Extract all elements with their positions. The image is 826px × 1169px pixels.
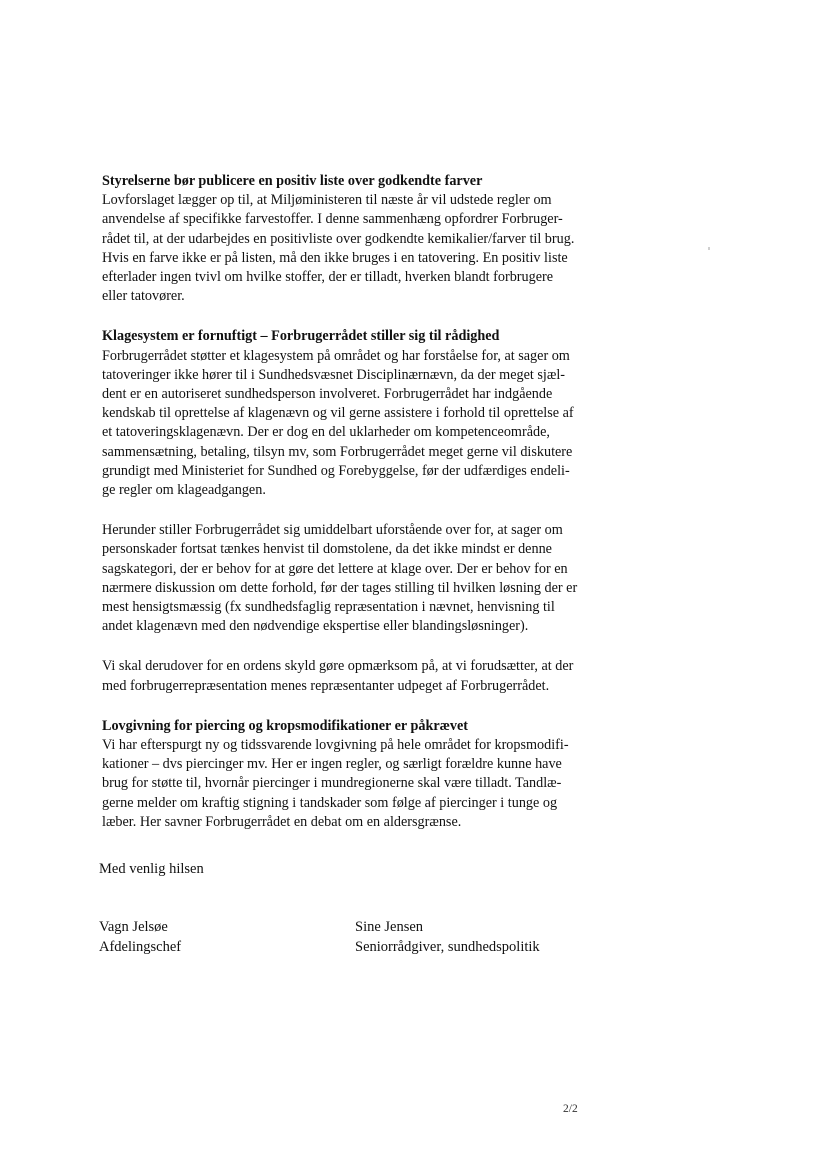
section-complaint-system <box>102 327 588 500</box>
signatory-title: Afdelingschef <box>99 939 182 955</box>
section-heading: Klagesystem er fornuftigt – Forbrugerrådet stiller sig til rådighed <box>102 328 500 345</box>
body-line: rådet til, at der udarbejdes en positivliste over godkendte kemikalier/farver til brug. <box>102 230 575 247</box>
body-line: Forbrugerrådet støtter et klagesystem på området og har forståelse for, at sager om <box>102 347 570 364</box>
body-line: gerne melder om kraftig stigning i tandskader som følge af piercinger i tunge og <box>102 794 558 811</box>
signatory-2 <box>355 917 540 957</box>
body-line: Vi skal derudover for en ordens skyld gøre opmærksom på, at vi forudsætter, at der <box>102 658 574 675</box>
body-line: anvendelse af specifikke farvestoffer. I denne sammenhæng opfordrer Forbruger- <box>102 211 563 228</box>
body-line: kendskab til oprettelse af klagenævn og vil gerne assistere i forhold til oprettelse af <box>102 405 574 422</box>
body-line: ge regler om klageadgangen. <box>102 482 266 499</box>
body-line: sagskategori, der er behov for at gøre det lettere at klage over. Der er behov for en <box>102 560 568 577</box>
body-line: Hvis en farve ikke er på listen, må den ikke bruges i en tatovering. En positiv liste <box>102 249 568 266</box>
body-line: andet klagenævn med den nødvendige ekspertise eller blandingsløsninger). <box>102 618 529 635</box>
body-line: mest hensigtsmæssig (fx sundhedsfaglig repræsentation i nævnet, henvisning til <box>102 599 555 616</box>
section-piercing-legislation <box>102 717 588 832</box>
body-line: eller tatovører. <box>102 288 185 305</box>
body-line: et tatoveringsklagenævn. Der er dog en del uklarheder om kompetenceområde, <box>102 424 550 441</box>
body-line: Herunder stiller Forbrugerrådet sig umiddelbart uforstående over for, at sager om <box>102 522 563 539</box>
section-heading: Lovgivning for piercing og kropsmodifikationer er påkrævet <box>102 717 469 734</box>
scan-speck <box>708 247 710 250</box>
body-line: dent er en autoriseret sundhedsperson involveret. Forbrugerrådet har indgående <box>102 386 553 403</box>
section-heading: Styrelserne bør publicere en positiv liste over godkendte farver <box>102 173 483 189</box>
body-line: Lovforslaget lægger op til, at Miljøministeren til næste år vil udstede regler om <box>102 192 552 209</box>
section-personal-injury <box>102 521 588 636</box>
signatory-title: Seniorrådgiver, sundhedspolitik <box>355 939 540 955</box>
body-line: sammensætning, betaling, tilsyn mv, som Forbrugerrådet meget gerne vil diskutere <box>102 443 573 460</box>
letter-body <box>102 172 588 853</box>
signatory-1 <box>99 917 181 957</box>
body-line: læber. Her savner Forbrugerrådet en debat om en aldersgrænse. <box>102 813 462 830</box>
signatory-name: Sine Jensen <box>355 919 424 935</box>
section-representation <box>102 657 588 695</box>
body-line: kationer – dvs piercinger mv. Her er ingen regler, og særligt forældre kunne have <box>102 756 562 773</box>
body-line: efterlader ingen tvivl om hvilke stoffer, der er tilladt, hverken blandt forbrugere <box>102 269 554 286</box>
body-line: nærmere diskussion om dette forhold, før der tages stilling til hvilken løsning der er <box>102 579 578 596</box>
page-number: 2/2 <box>563 1103 578 1115</box>
body-line: personskader fortsat tænkes henvist til domstolene, da det ikke mindst er denne <box>102 541 552 558</box>
body-line: Vi har efterspurgt ny og tidssvarende lovgivning på hele området for kropsmodifi- <box>102 737 569 754</box>
section-positive-list <box>102 172 588 306</box>
signatory-name: Vagn Jelsøe <box>99 919 168 935</box>
body-line: tatoveringer ikke hører til i Sundhedsvæsnet Disciplinærnævn, da der meget sjæl- <box>102 366 565 383</box>
body-line: grundigt med Ministeriet for Sundhed og Forebyggelse, før der udfærdiges endeli- <box>102 462 570 479</box>
body-line: brug for støtte til, hvornår piercinger i mundregionerne skal være tilladt. Tandlæ- <box>102 775 562 792</box>
body-line: med forbrugerrepræsentation menes repræsentanter udpeget af Forbrugerrådet. <box>102 677 550 694</box>
closing-salutation: Med venlig hilsen <box>99 861 204 877</box>
